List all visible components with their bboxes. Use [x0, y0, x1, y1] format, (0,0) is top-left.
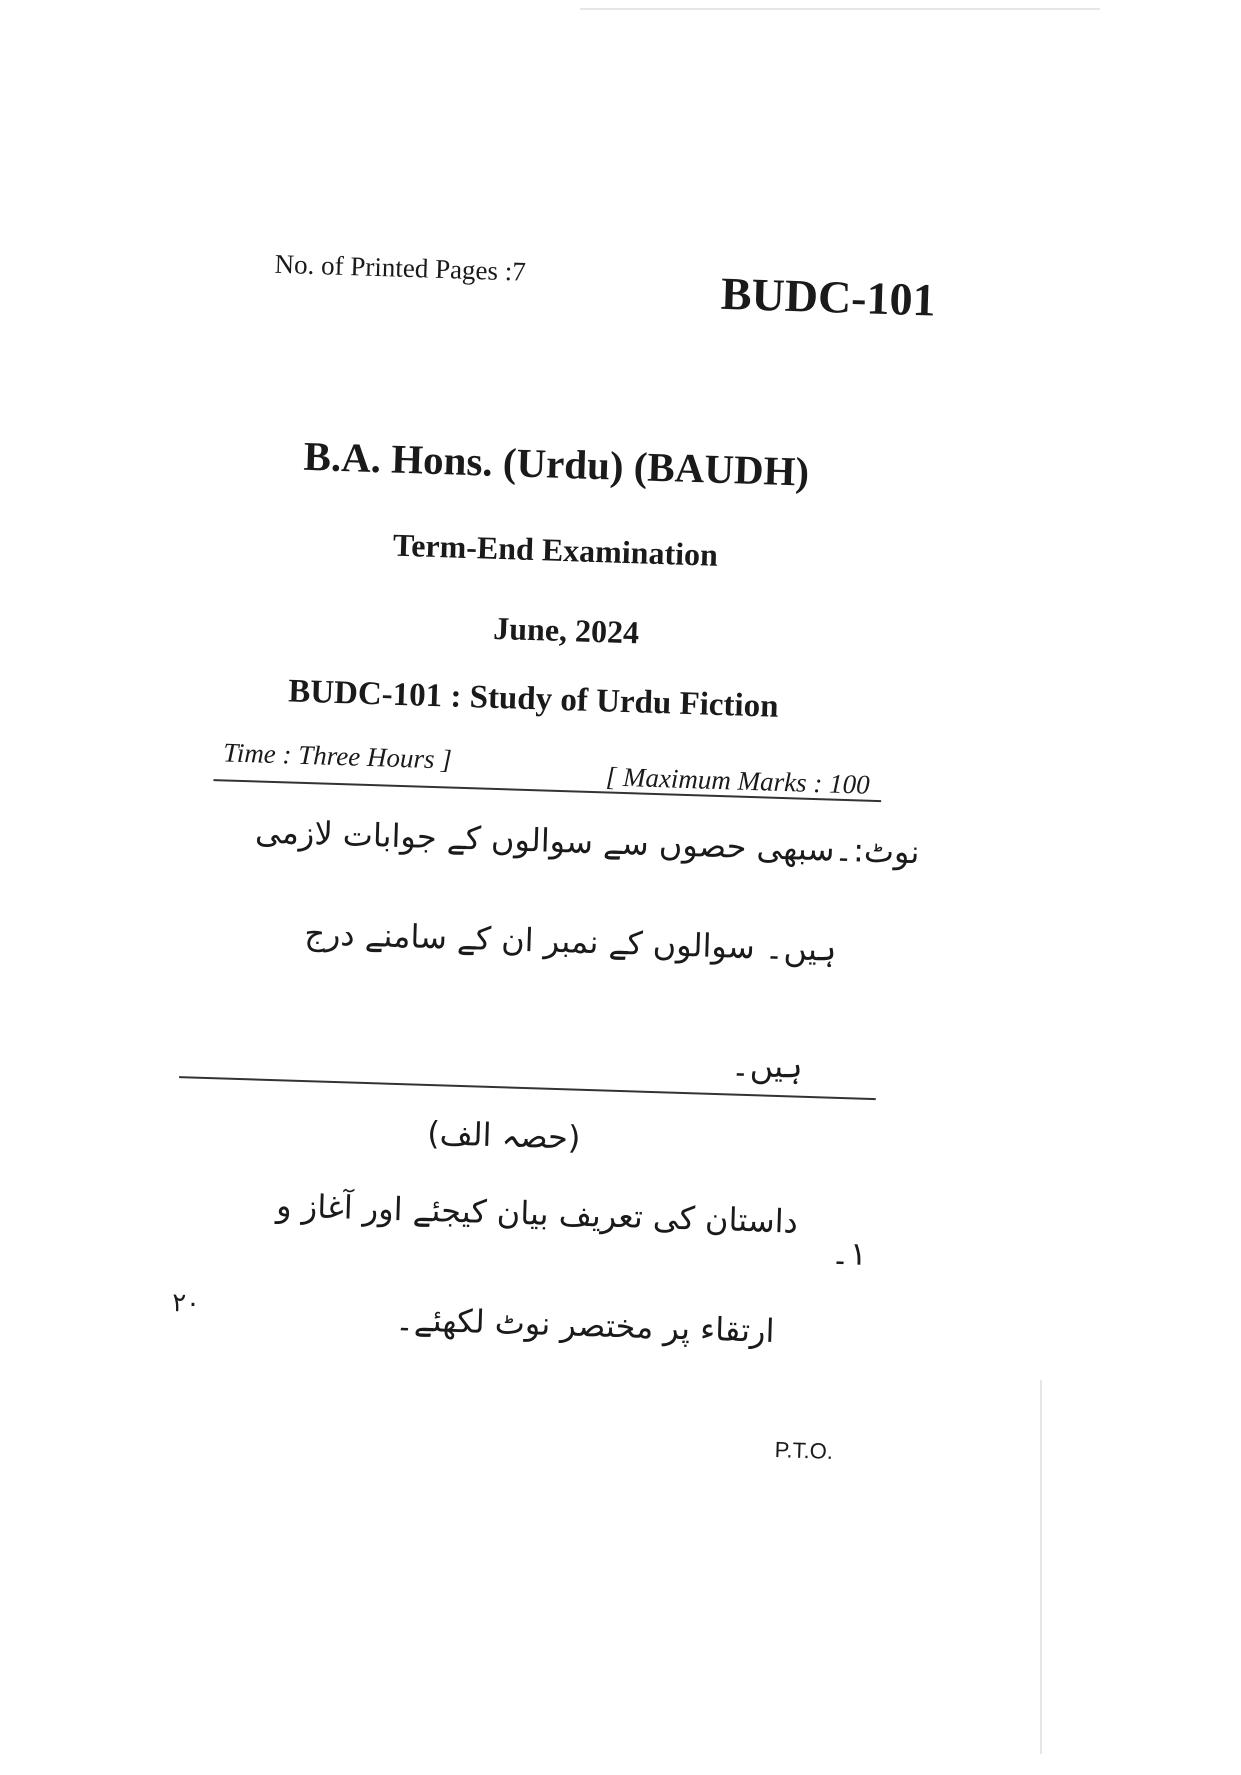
programme-title: B.A. Hons. (Urdu) (BAUDH): [302, 432, 810, 495]
note-line-2: ہیں۔ سوالوں کے نمبر ان کے سامنے درج: [303, 914, 838, 969]
exam-title: Term-End Examination: [392, 526, 719, 573]
note-line-1: نوٹ:۔سبھی حصوں سے سوالوں کے جوابات لازمی: [254, 812, 921, 872]
question-1-line-1: داستان کی تعریف بیان کیجئے اور آغاز و: [275, 1186, 799, 1241]
question-number: ۱۔: [830, 1233, 868, 1273]
maximum-marks: [ Maximum Marks : 100: [605, 761, 871, 800]
time-allowed: Time : Three Hours ]: [222, 737, 453, 775]
course-title: BUDC-101 : Study of Urdu Fiction: [287, 673, 780, 725]
question-1-line-2: ارتقاء پر مختصر نوٹ لکھئے۔: [394, 1300, 776, 1350]
note-line-3: ہیں۔: [730, 1045, 804, 1086]
pto: P.T.O.: [774, 1437, 834, 1464]
paper-code: BUDC-101: [720, 267, 937, 326]
section-heading: (حصہ الف): [426, 1114, 581, 1157]
question-1-marks: ۲۰: [171, 1288, 201, 1319]
printed-pages: No. of Printed Pages :7: [274, 248, 527, 287]
exam-session: June, 2024: [492, 609, 640, 651]
